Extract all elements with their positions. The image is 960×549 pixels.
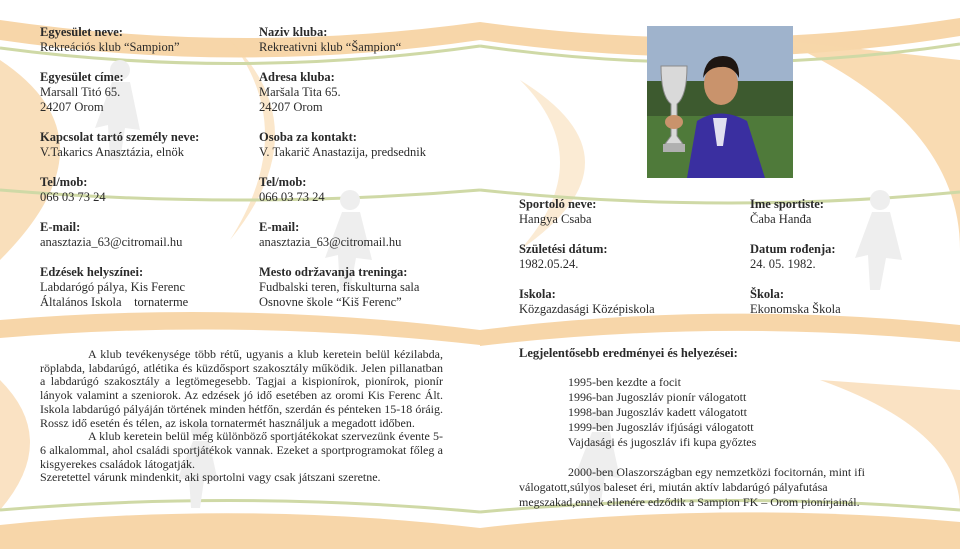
description-paragraph-3: Szeretettel várunk mindenkit, aki sportolni vagy csak játszani szeretne.	[40, 470, 381, 485]
venue-line2: Általános Iskola tornaterme	[40, 295, 189, 309]
venue-line1: Fudbalski teren, fiskulturna sala	[259, 280, 420, 294]
email-label: E-mail:	[40, 220, 81, 234]
athlete-school-label: Iskola:	[519, 287, 556, 301]
club-name-value: Rekreációs klub “Sampion”	[40, 40, 180, 54]
results-footer-line1: 2000-ben Olaszországban egy nemzetközi focitornán, mint ifi	[568, 465, 865, 479]
phone-value: 066 03 73 24	[259, 190, 325, 204]
athlete-name-value: Čaba Hanđa	[750, 212, 812, 226]
athlete-name-value: Hangya Csaba	[519, 212, 592, 226]
athlete-school-value: Közgazdasági Középiskola	[519, 302, 655, 316]
club-address-label: Adresa kluba:	[259, 70, 335, 84]
athlete-birth-label: Datum rođenja:	[750, 242, 836, 256]
club-info-hungarian	[40, 25, 240, 310]
club-name-label: Egyesület neve:	[40, 25, 123, 39]
athlete-birth-value: 1982.05.24.	[519, 257, 579, 271]
phone-value: 066 03 73 24	[40, 190, 106, 204]
email-value: anasztazia_63@citromail.hu	[40, 235, 183, 249]
venue-line1: Labdarógó pálya, Kis Ferenc	[40, 280, 186, 294]
result-item: 1999-ben Jugoszláv ifjúsági válogatott	[568, 420, 754, 434]
athlete-name-label: Ime sportiste:	[750, 197, 824, 211]
results-footer-line2: válogatott,súlyos baleset éri, miután aktív labdarúgó pályafutása	[519, 480, 828, 494]
athlete-photo	[647, 26, 793, 178]
description-paragraph-1: A klub tevékenysége több rétű, ugyanis a klub keretein belül kézilabda, röplabda, labdarúgó, atlétika és küzdősport szakosztály működik. Jelen pillanatban a labdarúgó szakosztály a legtömegesebb. Tagjai a kispionírok, pionírok, pionír lányok valamint a szeniorok. Az edzések jó idő esetében az oromi Kis Ferenc Ált. Iskola labdarúgó pályáján történek minden hétfőn, szerdán és pénteken 15-18 óráig. Rossz idő esetén és télen, az iskola tornatermét használjuk a megadott időben.	[40, 347, 443, 430]
results-footer-line3: megszakad,ennek ellenére edződik a Sampion FK – Orom pionírjainál.	[519, 495, 860, 509]
athlete-school-label: Škola:	[750, 287, 785, 301]
venue-label: Edzések helyszínei:	[40, 265, 144, 279]
phone-label: Tel/mob:	[259, 175, 307, 189]
athlete-info-serbian	[750, 197, 940, 317]
result-item: Vajdasági és jugoszláv ifi kupa győztes	[568, 435, 757, 449]
club-address-line1: Maršala Tita 65.	[259, 85, 341, 99]
result-item: 1995-ben kezdte a focit	[568, 375, 681, 389]
club-address-line2: 24207 Orom	[259, 100, 323, 114]
athlete-birth-value: 24. 05. 1982.	[750, 257, 816, 271]
club-name-value: Rekreativni klub “Šampion“	[259, 40, 402, 54]
result-item: 1996-ban Jugoszláv pionír válogatott	[568, 390, 747, 404]
contact-person-value: V. Takarič Anastazija, predsednik	[259, 145, 427, 159]
club-address-line2: 24207 Orom	[40, 100, 104, 114]
results-list	[568, 375, 756, 450]
athlete-name-label: Sportoló neve:	[519, 197, 597, 211]
venue-label: Mesto održavanja treninga:	[259, 265, 408, 279]
results-title: Legjelentősebb eredményei és helyezései:	[519, 346, 738, 360]
email-label: E-mail:	[259, 220, 300, 234]
venue-line2: Osnovne škole “Kiš Ferenc”	[259, 295, 402, 309]
club-description	[40, 348, 443, 485]
club-address-line1: Marsall Titó 65.	[40, 85, 121, 99]
description-paragraph-2: A klub keretein belül még különböző sportjátékokat szervezünk évente 5-6 alkalommal, ahol családi sportjátékok vannak. Ezeket a sportprogramokat főleg a kisgyerekes családok látogatják.	[40, 429, 443, 471]
club-name-label: Naziv kluba:	[259, 25, 328, 39]
phone-label: Tel/mob:	[40, 175, 88, 189]
athlete-birth-label: Születési dátum:	[519, 242, 608, 256]
email-value: anasztazia_63@citromail.hu	[259, 235, 402, 249]
club-info-serbian	[259, 25, 489, 310]
result-item: 1998-ban Jugoszláv kadett válogatott	[568, 405, 747, 419]
contact-person-value: V.Takarics Anasztázia, elnök	[40, 145, 184, 159]
contact-person-label: Osoba za kontakt:	[259, 130, 357, 144]
contact-person-label: Kapcsolat tartó személy neve:	[40, 130, 200, 144]
results-footer	[519, 465, 919, 510]
club-address-label: Egyesület címe:	[40, 70, 124, 84]
athlete-school-value: Ekonomska Škola	[750, 302, 841, 316]
athlete-info-hungarian	[519, 197, 719, 317]
